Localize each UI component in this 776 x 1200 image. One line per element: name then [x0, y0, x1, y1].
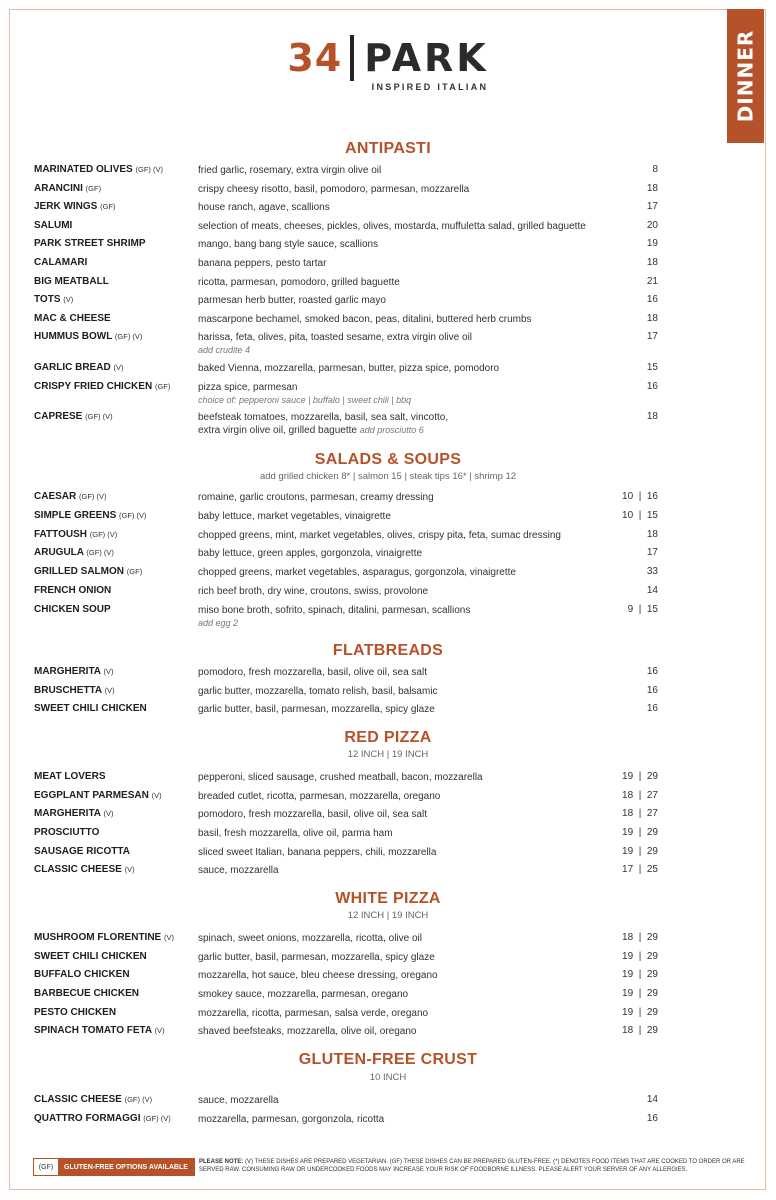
- menu-item: [34, 491, 658, 509]
- menu-item-name: BIG MEATBALL: [34, 276, 109, 287]
- menu-item-tags: (GF): [126, 567, 143, 576]
- menu-item-price: 33: [646, 566, 658, 577]
- menu-item-description-wrap: [198, 951, 435, 964]
- menu-item: [34, 585, 658, 603]
- menu-item-name: TOTS: [34, 294, 61, 305]
- menu-item-description-2: extra virgin olive oil, grilled baguette: [198, 425, 357, 436]
- menu-item-description-wrap: [198, 585, 428, 598]
- menu-item: [34, 932, 658, 950]
- menu-item-name-wrap: [34, 381, 170, 392]
- menu-item: [34, 381, 658, 405]
- menu-item-price: 10 | 15: [622, 510, 658, 521]
- menu-item-price: 16: [646, 1113, 658, 1124]
- menu-item: [34, 257, 658, 275]
- menu-item-tags: (V): [104, 686, 115, 695]
- menu-item-name: SIMPLE GREENS: [34, 510, 117, 521]
- menu-item: [34, 183, 658, 201]
- menu-item-price: 19 | 29: [622, 951, 658, 962]
- menu-item-description: romaine, garlic croutons, parmesan, creamy dressing: [198, 492, 434, 503]
- section-title-white-pizza: WHITE PIZZA: [335, 890, 441, 907]
- menu-item-tags: (GF) (V): [85, 412, 113, 421]
- menu-item-name-wrap: [34, 969, 130, 980]
- menu-item-price: 17: [646, 201, 658, 212]
- menu-item: [34, 529, 658, 547]
- menu-item-note: add crudite 4: [198, 345, 251, 355]
- menu-item-name-wrap: [34, 666, 113, 677]
- menu-item-name: MARINATED OLIVES: [34, 164, 133, 175]
- menu-item-description-wrap: [198, 1025, 416, 1038]
- menu-item-name-wrap: [34, 988, 139, 999]
- menu-item-price: 16: [646, 666, 658, 677]
- menu-item-name: PESTO CHICKEN: [34, 1007, 117, 1018]
- menu-item-description: shaved beefsteaks, mozzarella, olive oil, oregano: [198, 1026, 417, 1037]
- menu-item-description-wrap: [198, 411, 448, 437]
- menu-item: [34, 604, 658, 628]
- menu-item-name-wrap: [34, 864, 135, 875]
- menu-item-name-wrap: [34, 331, 142, 342]
- footer-note: [199, 1158, 745, 1174]
- menu-item-description-wrap: [198, 362, 499, 375]
- menu-item-tags: (GF) (V): [124, 1095, 153, 1104]
- menu-item-tags: (GF) (V): [143, 1114, 171, 1123]
- menu-item-name: BARBECUE CHICKEN: [34, 988, 140, 999]
- menu-item-description: parmesan herb butter, roasted garlic mayo: [198, 295, 386, 306]
- menu-item-tags: (V): [103, 667, 114, 676]
- menu-item-description: pepperoni, sliced sausage, crushed meatball, bacon, mozzarella: [198, 772, 483, 783]
- menu-item: [34, 685, 658, 703]
- menu-item-tags: (V): [151, 791, 162, 800]
- menu-item-name-wrap: [34, 1094, 152, 1105]
- menu-item-tags: (V): [124, 865, 135, 874]
- menu-item-description-wrap: [198, 808, 427, 821]
- menu-item-addon-note: add prosciutto 6: [359, 425, 424, 435]
- menu-item-description: baby lettuce, green apples, gorgonzola, vinaigrette: [198, 548, 423, 559]
- menu-item-name: SWEET CHILI CHICKEN: [34, 703, 147, 714]
- menu-item: [34, 276, 658, 294]
- menu-item-price: 14: [646, 1094, 658, 1105]
- section-title-salads: SALADS & SOUPS: [314, 451, 462, 468]
- menu-item-price: 19: [646, 238, 658, 249]
- menu-item: [34, 846, 658, 864]
- menu-item-description-wrap: [198, 566, 516, 579]
- menu-item-name: MAC & CHEESE: [34, 313, 111, 324]
- menu-item-name: MARGHERITA: [34, 666, 101, 677]
- menu-item-description: sauce, mozzarella: [198, 1095, 279, 1106]
- menu-item-name-wrap: [34, 790, 162, 801]
- section-subtitle-red-pizza: 12 INCH | 19 INCH: [347, 749, 429, 760]
- menu-item-description-wrap: [198, 1113, 384, 1126]
- menu-item: [34, 1094, 658, 1112]
- menu-item-description-wrap: [198, 703, 435, 716]
- menu-item-description: smokey sauce, mozzarella, parmesan, oregano: [198, 989, 409, 1000]
- menu-item-description-wrap: [198, 183, 469, 196]
- menu-item-name: CAPRESE: [34, 411, 83, 422]
- menu-item-name-wrap: [34, 362, 123, 373]
- section-title-antipasti: ANTIPASTI: [345, 140, 431, 157]
- menu-item-price: 15: [646, 362, 658, 373]
- menu-item: [34, 313, 658, 331]
- menu-item-description: baby lettuce, market vegetables, vinaigrette: [198, 511, 391, 522]
- menu-item-price: 18 | 27: [622, 790, 658, 801]
- menu-item-name-wrap: [34, 1113, 171, 1124]
- menu-item-name-wrap: [34, 685, 115, 696]
- menu-item: [34, 988, 658, 1006]
- menu-item-description-wrap: [198, 331, 472, 357]
- menu-item: [34, 1113, 658, 1131]
- menu-item-tags: (V): [154, 1026, 165, 1035]
- menu-item-name: QUATTRO FORMAGGI: [34, 1113, 141, 1124]
- menu-item-description-wrap: [198, 547, 422, 560]
- menu-item: [34, 362, 658, 380]
- menu-item-description-wrap: [198, 864, 279, 877]
- menu-item-description: sauce, mozzarella: [198, 865, 279, 876]
- menu-item-name-wrap: [34, 604, 111, 615]
- menu-item-description-wrap: [198, 1094, 279, 1107]
- menu-item-name-wrap: [34, 808, 113, 819]
- menu-item-note: add egg 2: [198, 618, 239, 628]
- menu-item-tags: (GF) (V): [89, 530, 118, 539]
- menu-item-price: 19 | 29: [622, 827, 658, 838]
- menu-item-price: 18 | 29: [622, 1025, 658, 1036]
- menu-item-tags: (GF) (V): [119, 511, 147, 520]
- section-title-flatbreads: FLATBREADS: [332, 642, 444, 659]
- menu-item: [34, 666, 658, 684]
- menu-item-price: 17: [646, 547, 658, 558]
- logo: [0, 35, 776, 92]
- menu-item-tags: (GF) (V): [86, 548, 114, 557]
- logo-number: 34: [287, 36, 343, 80]
- menu-item-description-wrap: [198, 827, 393, 840]
- menu-item-description: selection of meats, cheeses, pickles, olives, mostarda, muffuletta salad, grilled baguette: [198, 221, 586, 232]
- menu-item-price: 18: [646, 183, 658, 194]
- menu-item-price: 9 | 15: [627, 604, 658, 615]
- menu-item-price: 10 | 16: [622, 491, 658, 502]
- menu-item-description-wrap: [198, 969, 438, 982]
- menu-item-description-line2: [198, 424, 448, 437]
- menu-item-description-wrap: [198, 220, 586, 233]
- menu-item-description: pomodoro, fresh mozzarella, basil, olive oil, sea salt: [198, 667, 427, 678]
- menu-item-name-wrap: [34, 585, 111, 596]
- menu-item-description-wrap: [198, 491, 434, 504]
- logo-divider: [350, 35, 354, 81]
- menu-item-description: garlic butter, mozzarella, tomato relish, basil, balsamic: [198, 686, 438, 697]
- menu-item-tags: (GF) (V): [114, 332, 143, 341]
- menu-item-tags: (GF) (V): [135, 165, 163, 174]
- menu-item: [34, 951, 658, 969]
- menu-item-name: HUMMUS BOWL: [34, 331, 113, 342]
- menu-item-tags: (V): [113, 363, 124, 372]
- menu-item-name: CAESAR: [34, 491, 77, 502]
- menu-item: [34, 790, 658, 808]
- menu-item-price: 21: [646, 276, 658, 287]
- menu-item-name: MUSHROOM FLORENTINE: [34, 932, 162, 943]
- logo-tagline: INSPIRED ITALIAN: [371, 82, 489, 92]
- section-title-gluten-free: GLUTEN-FREE CRUST: [298, 1051, 478, 1068]
- menu-item-name: SWEET CHILI CHICKEN: [34, 951, 147, 962]
- menu-item-name: SPINACH TOMATO FETA: [34, 1025, 152, 1036]
- menu-item-description: banana peppers, pesto tartar: [198, 258, 327, 269]
- menu-item: [34, 703, 658, 721]
- menu-item-price: 18 | 27: [622, 808, 658, 819]
- menu-item-description: ricotta, parmesan, pomodoro, grilled baguette: [198, 277, 400, 288]
- menu-item-description-wrap: [198, 529, 561, 542]
- menu-item-name: GRILLED SALMON: [34, 566, 124, 577]
- menu-item-name: FRENCH ONION: [34, 585, 112, 596]
- menu-item-description-wrap: [198, 381, 411, 407]
- menu-item-description-wrap: [198, 846, 436, 859]
- menu-item-name-wrap: [34, 703, 147, 714]
- menu-item: [34, 294, 658, 312]
- menu-item-price: 8: [652, 164, 658, 175]
- menu-item-description: beefsteak tomatoes, mozzarella, basil, sea salt, vincotto,: [198, 412, 449, 423]
- menu-item-name-wrap: [34, 220, 72, 231]
- menu-item-description-wrap: [198, 201, 330, 214]
- menu-item-description: sliced sweet Italian, banana peppers, chili, mozzarella: [198, 847, 437, 858]
- menu-item-name-wrap: [34, 771, 105, 782]
- menu-item-description-wrap: [198, 790, 440, 803]
- menu-item-name: GARLIC BREAD: [34, 362, 111, 373]
- menu-item: [34, 201, 658, 219]
- menu-item: [34, 1007, 658, 1025]
- menu-item-price: 18: [646, 411, 658, 422]
- menu-item-description: chopped greens, mint, market vegetables, olives, crispy pita, feta, sumac dressing: [198, 530, 561, 541]
- menu-item-description: pomodoro, fresh mozzarella, basil, olive oil, sea salt: [198, 809, 427, 820]
- menu-item: [34, 164, 658, 182]
- menu-item: [34, 827, 658, 845]
- menu-item-description-wrap: [198, 771, 483, 784]
- menu-item-name-wrap: [34, 1025, 165, 1036]
- menu-item-note: choice of: pepperoni sauce | buffalo | sweet chili | bbq: [198, 395, 412, 405]
- menu-item-price: 19 | 29: [622, 969, 658, 980]
- menu-item-name-wrap: [34, 183, 101, 194]
- menu-item-name: CALAMARI: [34, 257, 88, 268]
- menu-item-name: CLASSIC CHEESE: [34, 864, 122, 875]
- footer-note-lead: PLEASE NOTE:: [199, 1159, 244, 1165]
- menu-item-name: CLASSIC CHEESE: [34, 1094, 122, 1105]
- menu-item-description-wrap: [198, 932, 422, 945]
- menu-item-tags: (GF): [100, 202, 116, 211]
- menu-item-price: 18: [646, 313, 658, 324]
- menu-item: [34, 547, 658, 565]
- menu-item-description-wrap: [198, 1007, 428, 1020]
- menu-item-description-wrap: [198, 685, 438, 698]
- menu-item: [34, 220, 658, 238]
- menu-item-description: fried garlic, rosemary, extra virgin olive oil: [198, 165, 382, 176]
- menu-item-tags: (V): [164, 933, 174, 942]
- menu-item-name-wrap: [34, 529, 117, 540]
- menu-item-price: 16: [646, 381, 658, 392]
- menu-item-description: mozzarella, ricotta, parmesan, salsa verde, oregano: [198, 1008, 429, 1019]
- menu-item-name-wrap: [34, 411, 113, 422]
- menu-item-description-wrap: [198, 164, 381, 177]
- menu-item-price: 19 | 29: [622, 846, 658, 857]
- menu-item-name: SALUMI: [34, 220, 73, 231]
- menu-item-name: PROSCIUTTO: [34, 827, 100, 838]
- dinner-tab-label: DINNER: [733, 29, 758, 123]
- menu-item-name-wrap: [34, 566, 142, 577]
- menu-item-price: 16: [646, 685, 658, 696]
- menu-item-price: 16: [646, 294, 658, 305]
- menu-item-description: rich beef broth, dry wine, croutons, swiss, provolone: [198, 586, 429, 597]
- menu-item-description: garlic butter, basil, parmesan, mozzarella, spicy glaze: [198, 952, 435, 963]
- menu-item-description-wrap: [198, 294, 386, 307]
- menu-item-name-wrap: [34, 547, 114, 558]
- menu-item-price: 16: [646, 703, 658, 714]
- menu-item-description: chopped greens, market vegetables, asparagus, gorgonzola, vinaigrette: [198, 567, 516, 578]
- logo-name: PARK: [364, 36, 489, 80]
- menu-item-name-wrap: [34, 510, 147, 521]
- menu-item-name: SAUSAGE RICOTTA: [34, 846, 130, 857]
- menu-item-price: 14: [646, 585, 658, 596]
- menu-item-name-wrap: [34, 932, 174, 943]
- menu-item-description-wrap: [198, 238, 378, 251]
- menu-item-description-wrap: [198, 604, 470, 630]
- menu-item-name: FATTOUSH: [34, 529, 87, 540]
- menu-item-name: MEAT LOVERS: [34, 771, 106, 782]
- menu-item-tags: (V): [103, 809, 114, 818]
- menu-item-name-wrap: [34, 294, 73, 305]
- menu-item: [34, 969, 658, 987]
- menu-item-tags: (GF) (V): [79, 492, 107, 501]
- menu-item: [34, 864, 658, 882]
- gf-label: GLUTEN-FREE OPTIONS AVAILABLE: [58, 1159, 194, 1175]
- footer: [33, 1158, 745, 1178]
- menu-item-name-wrap: [34, 164, 163, 175]
- menu-item: [34, 331, 658, 355]
- menu-item-name: EGGPLANT PARMESAN: [34, 790, 149, 801]
- menu-item-description: harissa, feta, olives, pita, toasted sesame, extra virgin olive oil: [198, 332, 473, 343]
- menu-item-price: 18 | 29: [622, 932, 658, 943]
- menu-item-price: 20: [646, 220, 658, 231]
- footer-note-text: (V) THESE DISHES ARE PREPARED VEGETARIAN. (GF) THESE DISHES CAN BE PREPARED GLUTEN-FREE. (*) DENOTES FOOD ITEMS THAT ARE COOKED TO ORDER OR ARE SERVED RAW. CONSUMING RAW OR UNDERCOOKED FOODS MAY INCREASE YOUR RISK OF FOODBORNE ILLNESS. PLEASE ALERT YOUR SERVER OF ANY ALLERGIES.: [199, 1159, 745, 1173]
- menu-item: [34, 566, 658, 584]
- menu-item-price: 17: [646, 331, 658, 342]
- menu-item-name: CRISPY FRIED CHICKEN: [34, 381, 153, 392]
- menu-item-description: mozzarella, hot sauce, bleu cheese dressing, oregano: [198, 970, 438, 981]
- menu-item-price: 18: [646, 529, 658, 540]
- menu-item-name-wrap: [34, 201, 116, 212]
- menu-item-description: garlic butter, basil, parmesan, mozzarella, spicy glaze: [198, 704, 435, 715]
- menu-item-description: baked Vienna, mozzarella, parmesan, butter, pizza spice, pomodoro: [198, 363, 500, 374]
- menu-item-tags: (GF): [85, 184, 102, 193]
- section-subtitle-gluten-free: 10 INCH: [369, 1072, 407, 1083]
- menu-item-name-wrap: [34, 491, 107, 502]
- menu-item-name-wrap: [34, 238, 146, 249]
- menu-item-description-wrap: [198, 510, 391, 523]
- menu-item: [34, 808, 658, 826]
- menu-item-price: 17 | 25: [622, 864, 658, 875]
- menu-item-description: basil, fresh mozzarella, olive oil, parma ham: [198, 828, 393, 839]
- menu-item: [34, 238, 658, 256]
- menu-item-name-wrap: [34, 951, 147, 962]
- menu-item-name-wrap: [34, 827, 99, 838]
- menu-item-description-wrap: [198, 988, 408, 1001]
- menu-item-description: breaded cutlet, ricotta, parmesan, mozzarella, oregano: [198, 791, 441, 802]
- menu-item: [34, 1025, 658, 1043]
- menu-item-description: pizza spice, parmesan: [198, 382, 298, 393]
- menu-item-name: BUFFALO CHICKEN: [34, 969, 130, 980]
- section-subtitle-white-pizza: 12 INCH | 19 INCH: [347, 910, 429, 921]
- menu-item-description-wrap: [198, 257, 326, 270]
- menu-item-description: miso bone broth, sofrito, spinach, ditalini, parmesan, scallions: [198, 605, 471, 616]
- menu-item-name: ARANCINI: [34, 183, 83, 194]
- section-title-red-pizza: RED PIZZA: [344, 729, 432, 746]
- section-subtitle-salads: add grilled chicken 8* | salmon 15 | steak tips 16* | shrimp 12: [259, 471, 517, 482]
- menu-item-description: mascarpone bechamel, smoked bacon, peas, ditalini, buttered herb crumbs: [198, 314, 532, 325]
- menu-item-description: crispy cheesy risotto, basil, pomodoro, parmesan, mozzarella: [198, 184, 470, 195]
- menu-item-name: ARUGULA: [34, 547, 84, 558]
- menu-item: [34, 411, 658, 436]
- menu-item-price: 18: [646, 257, 658, 268]
- menu-item-name-wrap: [34, 313, 111, 324]
- menu-item-name: MARGHERITA: [34, 808, 101, 819]
- gf-key: (GF): [34, 1159, 58, 1175]
- menu-item-name-wrap: [34, 276, 109, 287]
- menu-item-name: JERK WINGS: [34, 201, 98, 212]
- menu-item-description-wrap: [198, 666, 427, 679]
- menu-item-description: mozzarella, parmesan, gorgonzola, ricotta: [198, 1114, 385, 1125]
- menu-item-tags: (GF): [154, 382, 171, 391]
- gf-legend: [33, 1158, 195, 1176]
- menu-item-price: 19 | 29: [622, 988, 658, 999]
- menu-item-price: 19 | 29: [622, 771, 658, 782]
- menu-item-name-wrap: [34, 1007, 116, 1018]
- menu-item-description: spinach, sweet onions, mozzarella, ricotta, olive oil: [198, 933, 422, 944]
- menu-item: [34, 510, 658, 528]
- menu-item: [34, 771, 658, 789]
- menu-item-description-wrap: [198, 313, 532, 326]
- menu-item-price: 19 | 29: [622, 1007, 658, 1018]
- menu-item-tags: (V): [63, 295, 74, 304]
- menu-item-description-wrap: [198, 276, 400, 289]
- menu-item-name-wrap: [34, 257, 87, 268]
- menu-item-description: mango, bang bang style sauce, scallions: [198, 239, 379, 250]
- menu-item-description: house ranch, agave, scallions: [198, 202, 330, 213]
- menu-item-name: CHICKEN SOUP: [34, 604, 111, 615]
- menu-item-name: BRUSCHETTA: [34, 685, 102, 696]
- menu-item-name: PARK STREET SHRIMP: [34, 238, 146, 249]
- menu-item-name-wrap: [34, 846, 130, 857]
